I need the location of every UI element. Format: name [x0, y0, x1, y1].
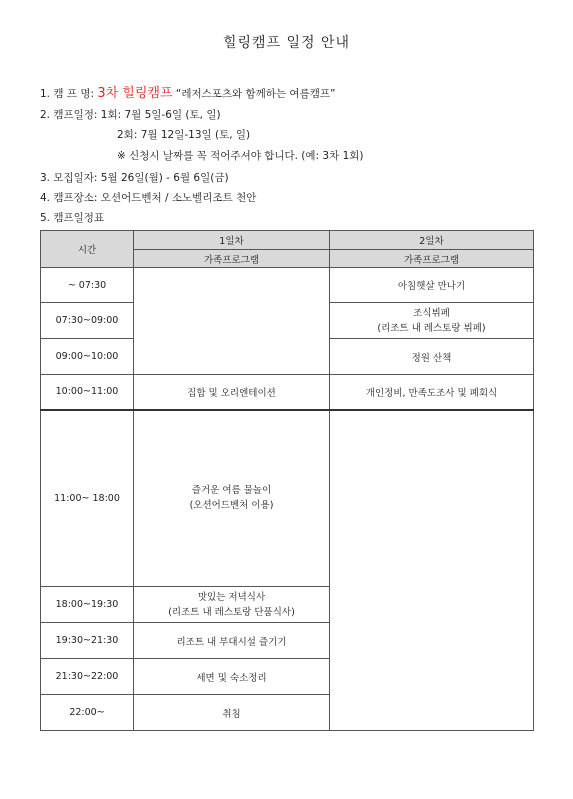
day1-activity-cell: 집합 및 오리엔테이션	[134, 375, 330, 410]
day2-activity-cell: 정원 산책	[330, 339, 534, 375]
page-title: 힐링캠프 일정 안내	[222, 35, 351, 51]
application-note: ※ 신청시 날짜를 꼭 적어주셔야 합니다. (예: 3차 1회)	[117, 150, 364, 162]
camp-schedule-line: 2. 캠프일정: 1회: 7월 5일-6일 (토, 일)	[40, 109, 221, 121]
time-cell: 22:00~	[41, 695, 134, 731]
camp-location-line: 4. 캠프장소: 오션어드벤처 / 소노벨리조트 천안	[40, 192, 257, 204]
table-row	[41, 410, 534, 587]
time-cell: 19:30~21:30	[41, 623, 134, 659]
day2-activity-cell: 조식뷔페 (리조트 내 레스토랑 뷔페)	[330, 303, 534, 339]
camp-schedule-second: 2회: 7월 12일-13일 (토, 일)	[117, 129, 251, 141]
day1-activity-cell: 취침	[134, 695, 330, 731]
day2-empty-cell	[330, 410, 534, 731]
time-cell: 11:00~ 18:00	[41, 410, 134, 587]
time-cell: 18:00~19:30	[41, 587, 134, 623]
camp-name-subtitle: “레저스포츠와 함께하는 여름캠프”	[172, 88, 336, 100]
day2-subheader: 가족프로그램	[330, 250, 534, 268]
camp-name-line	[40, 82, 335, 101]
schedule-table	[40, 230, 534, 731]
day1-activity-cell: 리조트 내 부대시설 즐기기	[134, 623, 330, 659]
day2-activity-cell: 아침햇살 만나기	[330, 268, 534, 303]
table-row	[41, 268, 534, 303]
time-cell: 10:00~11:00	[41, 375, 134, 410]
time-header: 시간	[41, 231, 134, 268]
day2-header: 2일차	[330, 231, 534, 250]
day1-activity-cell: 즐거운 여름 물놀이 (오션어드벤처 이용)	[134, 410, 330, 587]
time-cell: 09:00~10:00	[41, 339, 134, 375]
time-cell: 21:30~22:00	[41, 659, 134, 695]
table-row	[41, 375, 534, 410]
time-cell: ~ 07:30	[41, 268, 134, 303]
recruit-period-line: 3. 모집일자: 5월 26일(월) - 6월 6일(금)	[40, 172, 229, 184]
day1-subheader: 가족프로그램	[134, 250, 330, 268]
day2-activity-cell: 개인정비, 만족도조사 및 폐회식	[330, 375, 534, 410]
day1-activity-cell: 세면 및 숙소정리	[134, 659, 330, 695]
camp-name-label: 1. 캠 프 명:	[40, 88, 98, 100]
time-cell: 07:30~09:00	[41, 303, 134, 339]
timetable-heading: 5. 캠프일정표	[40, 212, 105, 224]
camp-name-highlight: 3차 힐링캠프	[97, 86, 173, 101]
day1-empty-cell	[134, 268, 330, 375]
day1-activity-cell: 맛있는 저녁식사 (리조트 내 레스토랑 단품식사)	[134, 587, 330, 623]
day1-header: 1일차	[134, 231, 330, 250]
